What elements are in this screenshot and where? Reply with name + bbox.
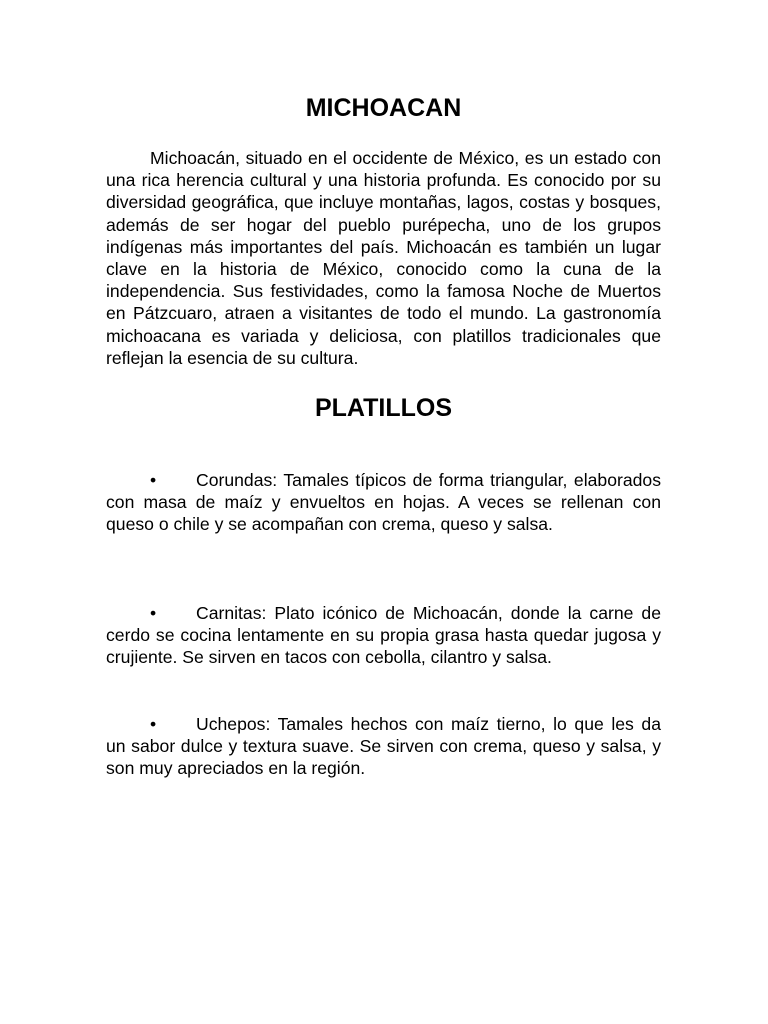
list-item <box>106 469 661 536</box>
list-item-text: Uchepos: Tamales hechos con maíz tierno, lo que les da un sabor dulce y textura suave. Se sirven con crema, queso y salsa, y son muy apreciados en la región. <box>106 714 661 779</box>
document-title: MICHOACAN <box>305 94 462 122</box>
section-title: PLATILLOS <box>314 394 453 422</box>
list-item <box>106 713 661 780</box>
intro-paragraph: Michoacán, situado en el occidente de México, es un estado con una rica herencia cultural y una historia profunda. Es conocido por su diversidad geográfica, que incluye montañas, lagos, costas y bosques, además de ser hogar del pueblo purépecha, uno de los grupos indígenas más importantes del país. Michoacán es también un lugar clave en la historia de México, conocido como la cuna de la independencia. Sus festividades, como la famosa Noche de Muertos en Pátzcuaro, atraen a visitantes de todo el mundo. La gastronomía michoacana es variada y deliciosa, con platillos tradicionales que reflejan la esencia de su cultura. <box>106 148 661 368</box>
list-item-text: Carnitas: Plato icónico de Michoacán, donde la carne de cerdo se cocina lentamente en su propia grasa hasta quedar jugosa y crujiente. Se sirven en tacos con cebolla, cilantro y salsa. <box>106 603 661 668</box>
bullet-icon: • <box>150 603 157 623</box>
bullet-icon: • <box>150 470 157 490</box>
list-item <box>106 602 661 669</box>
bullet-icon: • <box>150 714 157 734</box>
list-item-text: Corundas: Tamales típicos de forma triangular, elaborados con masa de maíz y envueltos en hojas. A veces se rellenan con queso o chile y se acompañan con crema, queso y salsa. <box>106 470 661 535</box>
